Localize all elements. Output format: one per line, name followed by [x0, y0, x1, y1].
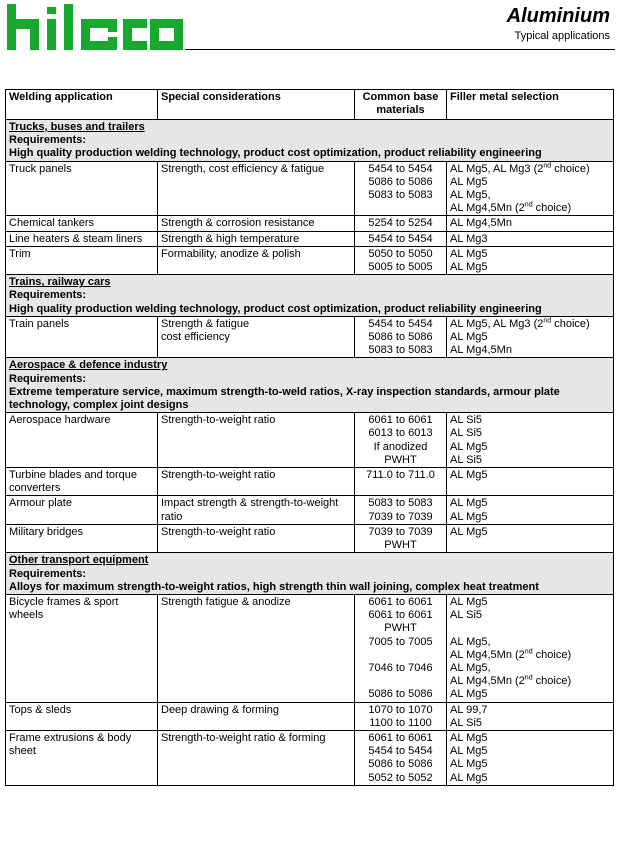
filler-metal-line: AL Mg4,5Mn	[450, 217, 512, 230]
base-materials-cell	[355, 730, 447, 785]
column-header: Special considerations	[158, 90, 355, 120]
filler-metal-line: AL 99,7	[450, 703, 488, 716]
base-material-line: 6061 to 6061	[368, 414, 433, 427]
ordinal-suffix: nd	[524, 201, 533, 209]
base-material-line: 5454 to 5454	[368, 162, 433, 175]
ordinal-suffix: nd	[524, 674, 533, 682]
base-material-line: 6013 to 6013	[368, 427, 433, 440]
base-material-line: 5086 to 5086	[368, 688, 433, 701]
section-row	[6, 553, 614, 595]
base-material-line: 6061 to 6061	[368, 731, 433, 744]
section-header	[6, 553, 614, 595]
column-header: Common base materials	[355, 90, 447, 120]
base-materials-cell	[355, 316, 447, 358]
base-material-line: 5083 to 5083	[368, 344, 433, 357]
application-cell: Turbine blades and torque converters	[6, 468, 158, 496]
considerations-cell	[158, 730, 355, 785]
section-title: Aerospace & defence industry	[9, 359, 168, 372]
base-material-line: 7046 to 7046	[368, 661, 433, 674]
base-material-line: 5083 to 5083	[368, 497, 433, 510]
filler-metal-line: AL Si5	[450, 427, 483, 440]
considerations-line: Strength, cost efficiency & fatigue	[161, 162, 325, 175]
filler-metal-line: AL Mg5	[450, 595, 488, 608]
base-material-line: PWHT	[384, 453, 417, 466]
hilco-logo	[7, 4, 183, 50]
application-cell: Trim	[6, 246, 158, 274]
table-row	[6, 496, 614, 524]
document-title: Aluminium	[506, 5, 610, 27]
considerations-line: Strength & corrosion resistance	[161, 217, 315, 230]
considerations-cell	[158, 702, 355, 730]
filler-metal-cell	[447, 468, 614, 496]
filler-metal-line: AL Mg5	[450, 261, 488, 274]
filler-metal-cell	[447, 524, 614, 552]
base-material-line: 5086 to 5086	[368, 175, 433, 188]
filler-metal-cell	[447, 413, 614, 468]
filler-metal-line: AL Mg5	[450, 331, 488, 344]
filler-metal-line: AL Mg5	[450, 758, 488, 771]
requirements-label: Requirements:	[9, 372, 87, 385]
section-row	[6, 120, 614, 162]
filler-metal-line: AL Mg3	[450, 232, 488, 245]
base-material-line: 7005 to 7005	[368, 635, 433, 648]
table-row	[6, 594, 614, 702]
base-material-line: PWHT	[384, 539, 417, 552]
base-materials-cell	[355, 496, 447, 524]
filler-metal-line: AL Mg5,	[450, 661, 491, 674]
filler-metal-line: AL Mg4,5Mn (2nd choice)	[450, 674, 572, 688]
base-material-line: 1100 to 1100	[369, 716, 432, 729]
section-title: Trains, railway cars	[9, 276, 111, 289]
considerations-line: Strength fatigue & anodize	[161, 595, 291, 608]
base-materials-cell	[355, 702, 447, 730]
base-materials-cell	[355, 594, 447, 702]
filler-metal-line: AL Si5	[450, 716, 483, 729]
section-title: Trucks, buses and trailers	[9, 121, 145, 133]
base-material-line	[358, 649, 443, 662]
base-material-line: 1070 to 1070	[368, 703, 433, 716]
section-title: Other transport equipment	[9, 554, 149, 567]
requirements-label: Requirements:	[9, 567, 87, 580]
table-row	[6, 702, 614, 730]
considerations-cell	[158, 524, 355, 552]
application-cell: Chemical tankers	[6, 216, 158, 231]
section-row	[6, 275, 614, 317]
application-cell: Frame extrusions & body sheet	[6, 730, 158, 785]
base-material-line: 6061 to 6061	[368, 609, 433, 622]
filler-metal-cell	[447, 594, 614, 702]
considerations-cell	[158, 594, 355, 702]
considerations-cell	[158, 316, 355, 358]
filler-metal-cell	[447, 496, 614, 524]
filler-metal-line: AL Si5	[450, 609, 483, 622]
considerations-cell	[158, 231, 355, 246]
filler-metal-cell	[447, 161, 614, 216]
table-row	[6, 216, 614, 231]
base-material-line: PWHT	[384, 622, 417, 635]
base-material-line: 7039 to 7039	[368, 510, 433, 523]
requirements-text: High quality production welding technology, product cost optimization, product reliability engineering	[9, 302, 542, 315]
filler-metal-line: AL Mg5	[450, 440, 488, 453]
considerations-cell	[158, 413, 355, 468]
table-row	[6, 161, 614, 216]
considerations-cell	[158, 161, 355, 216]
application-cell: Tops & sleds	[6, 702, 158, 730]
considerations-line: Strength-to-weight ratio	[161, 469, 276, 482]
filler-metal-cell	[447, 316, 614, 358]
application-cell: Military bridges	[6, 524, 158, 552]
considerations-cell	[158, 216, 355, 231]
base-material-line: 5005 to 5005	[368, 261, 433, 274]
table-row	[6, 246, 614, 274]
application-cell: Train panels	[6, 316, 158, 358]
requirements-label: Requirements:	[9, 134, 87, 147]
filler-metal-line	[450, 622, 610, 635]
considerations-line: Deep drawing & forming	[161, 703, 280, 716]
base-material-line: 5254 to 5254	[368, 217, 433, 230]
application-cell: Armour plate	[6, 496, 158, 524]
base-material-line: 5454 to 5454	[368, 745, 433, 758]
considerations-cell	[158, 468, 355, 496]
base-material-line: 5454 to 5454	[368, 317, 433, 330]
applications-table	[5, 89, 614, 786]
application-cell: Line heaters & steam liners	[6, 231, 158, 246]
filler-metal-line: AL Mg4,5Mn (2nd choice)	[450, 201, 572, 215]
filler-metal-cell	[447, 231, 614, 246]
considerations-cell	[158, 246, 355, 274]
filler-metal-cell	[447, 216, 614, 231]
base-materials-cell	[355, 216, 447, 231]
considerations-cell	[158, 496, 355, 524]
base-materials-cell	[355, 161, 447, 216]
filler-metal-line: AL Mg5	[450, 510, 488, 523]
table-row	[6, 524, 614, 552]
considerations-line: Strength-to-weight ratio & forming	[161, 731, 326, 744]
base-material-line: 5050 to 5050	[368, 247, 433, 260]
filler-metal-line: AL Mg5	[450, 469, 488, 482]
filler-metal-line: AL Mg5,	[450, 189, 491, 202]
requirements-text: High quality production welding technology, product cost optimization, product reliability engineering	[9, 147, 542, 160]
base-materials-cell	[355, 413, 447, 468]
section-header	[6, 275, 614, 317]
base-material-line: 5052 to 5052	[368, 771, 433, 784]
considerations-line: Strength-to-weight ratio	[161, 414, 276, 427]
ordinal-suffix: nd	[543, 161, 552, 169]
base-material-line: 7039 to 7039	[368, 525, 433, 538]
table-row	[6, 468, 614, 496]
base-material-line: If anodized	[373, 440, 428, 453]
base-material-line: 5083 to 5083	[368, 189, 433, 202]
base-material-line	[358, 675, 443, 688]
filler-metal-line: AL Mg5	[450, 731, 488, 744]
column-header: Welding application	[6, 90, 158, 120]
filler-metal-line: AL Si5	[450, 414, 483, 427]
column-header: Filler metal selection	[447, 90, 614, 120]
table-row	[6, 231, 614, 246]
filler-metal-cell	[447, 702, 614, 730]
section-row	[6, 358, 614, 413]
application-cell: Bicycle frames & sport wheels	[6, 594, 158, 702]
requirements-text: Alloys for maximum strength-to-weight ratios, high strength thin wall joining, complex heat treatment	[9, 580, 539, 593]
ordinal-suffix: nd	[524, 648, 533, 656]
document-subtitle: Typical applications	[514, 30, 610, 42]
table-row	[6, 316, 614, 358]
requirements-label: Requirements:	[9, 289, 87, 302]
filler-metal-line: AL Mg5	[450, 247, 488, 260]
application-cell: Truck panels	[6, 161, 158, 216]
table-row	[6, 413, 614, 468]
base-materials-cell	[355, 524, 447, 552]
table-row	[6, 730, 614, 785]
base-material-line: 6061 to 6061	[368, 595, 433, 608]
considerations-line: Strength & fatigue	[161, 317, 250, 330]
considerations-line: cost efficiency	[161, 331, 230, 344]
base-materials-cell	[355, 468, 447, 496]
filler-metal-line: AL Mg5	[450, 688, 488, 701]
filler-metal-line: AL Mg5	[450, 525, 488, 538]
section-header	[6, 358, 614, 413]
filler-metal-line: AL Mg4,5Mn (2nd choice)	[450, 648, 572, 661]
considerations-line: Impact strength & strength-to-weight ratio	[161, 497, 339, 523]
filler-metal-line: AL Mg5	[450, 497, 488, 510]
ordinal-suffix: nd	[543, 317, 552, 325]
base-material-line: 5454 to 5454	[368, 232, 433, 245]
considerations-line: Formability, anodize & polish	[161, 247, 301, 260]
filler-metal-cell	[447, 246, 614, 274]
filler-metal-line: AL Mg5, AL Mg3 (2nd choice)	[450, 317, 590, 330]
header-rule	[185, 49, 615, 50]
base-material-line: 711.0 to 711.0	[366, 469, 435, 482]
application-cell: Aerospace hardware	[6, 413, 158, 468]
filler-metal-line: AL Si5	[450, 453, 483, 466]
filler-metal-cell	[447, 730, 614, 785]
table-header-row	[6, 90, 614, 120]
filler-metal-line: AL Mg5,	[450, 635, 491, 648]
base-materials-cell	[355, 246, 447, 274]
considerations-line: Strength-to-weight ratio	[161, 525, 276, 538]
base-material-line: 5086 to 5086	[368, 331, 433, 344]
base-material-line: 5086 to 5086	[368, 758, 433, 771]
requirements-text: Extreme temperature service, maximum strength-to-weld ratios, X-ray inspection standards, armour plate technology, complex joint designs	[9, 385, 560, 412]
filler-metal-line: AL Mg5	[450, 771, 488, 784]
section-header	[6, 120, 614, 162]
filler-metal-line: AL Mg5	[450, 745, 488, 758]
base-materials-cell	[355, 231, 447, 246]
filler-metal-line: AL Mg5, AL Mg3 (2nd choice)	[450, 161, 590, 175]
filler-metal-line: AL Mg4,5Mn	[450, 344, 512, 357]
filler-metal-line: AL Mg5	[450, 175, 488, 188]
considerations-line: Strength & high temperature	[161, 232, 300, 245]
